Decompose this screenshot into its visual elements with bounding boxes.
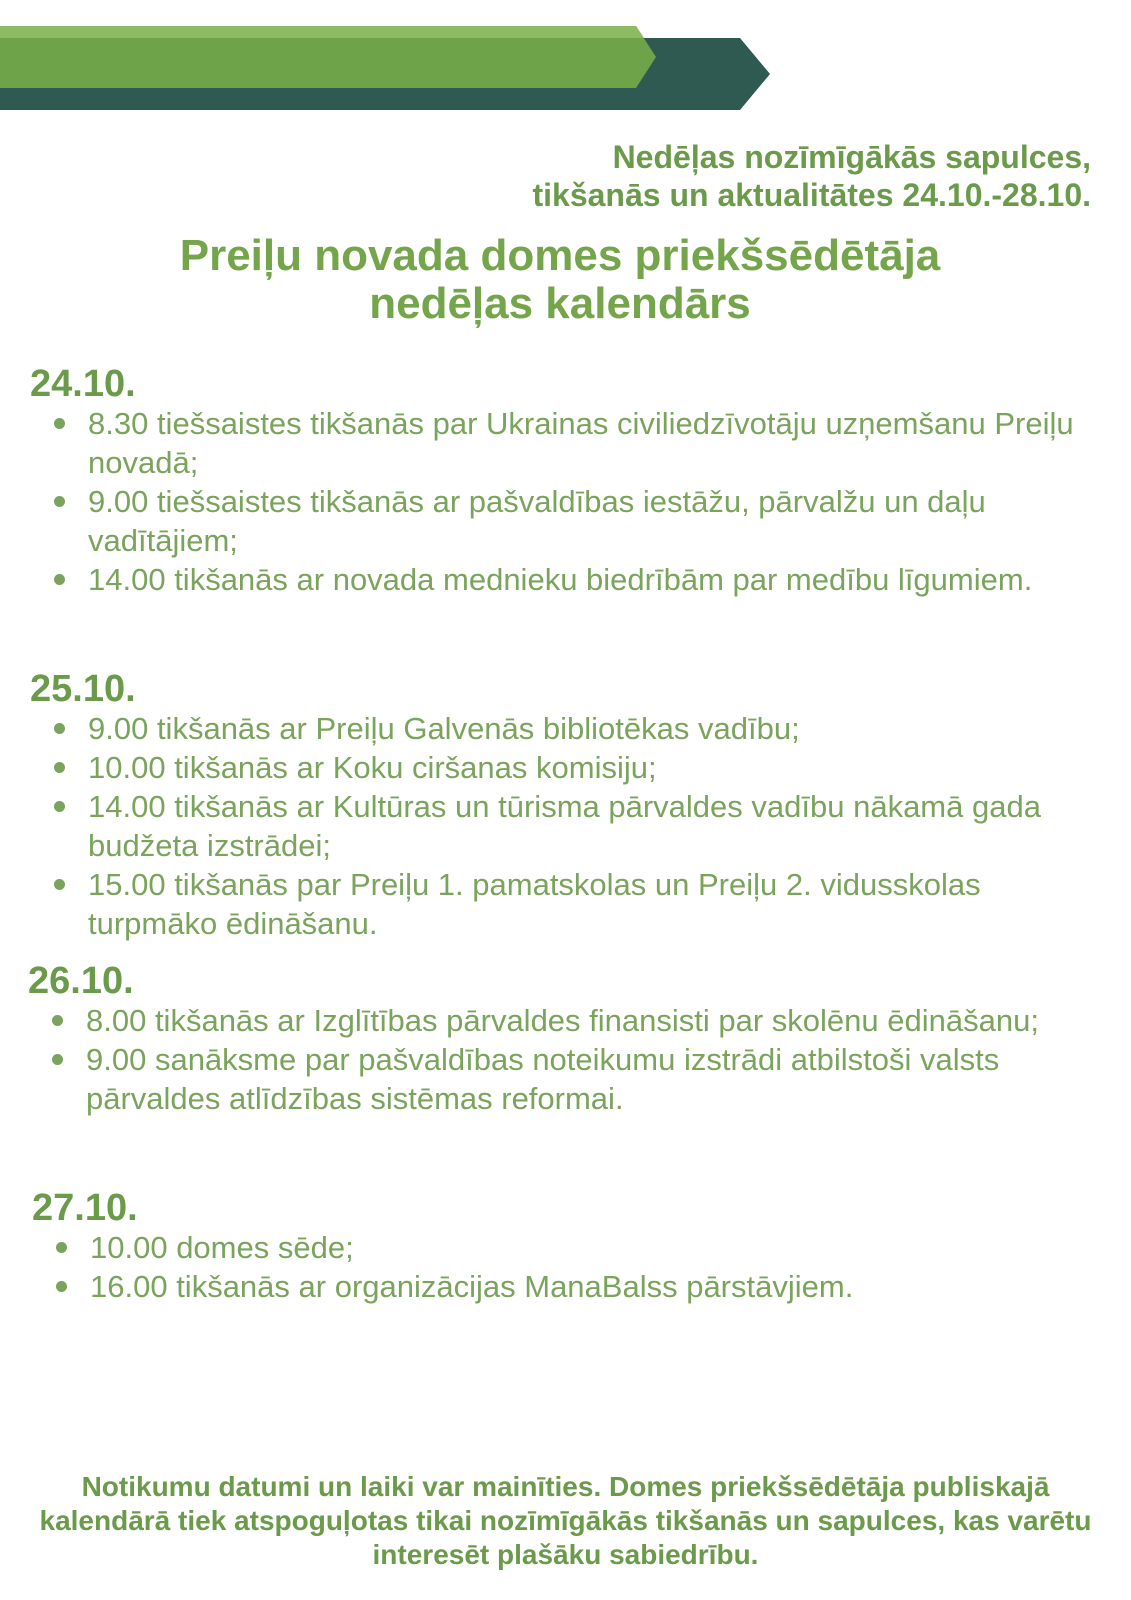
- banner-light-highlight: [0, 26, 644, 38]
- list-item: [30, 404, 1110, 482]
- day-section-25-10: [30, 669, 1110, 943]
- list-item: [30, 560, 1110, 599]
- item-text: 15.00 tikšanās par Preiļu 1. pamatskolas un Preiļu 2. vidusskolas turpmāko ēdināšanu.: [88, 867, 981, 941]
- bullet-icon: [52, 1015, 63, 1026]
- page-title: [60, 232, 1060, 328]
- subtitle-line-2: tikšanās un aktualitātes 24.10.-28.10.: [532, 177, 1091, 213]
- item-text: 14.00 tikšanās ar Kultūras un tūrisma pārvaldes vadību nākamā gada budžeta izstrādei;: [88, 789, 1041, 863]
- bullet-icon: [56, 1281, 67, 1292]
- day-heading: 24.10.: [30, 363, 136, 405]
- day-section-24-10: [30, 364, 1110, 599]
- item-text: 8.30 tiešsaistes tikšanās par Ukrainas civiliedzīvotāju uzņemšanu Preiļu novadā;: [88, 406, 1074, 480]
- list-item: [28, 1040, 1108, 1118]
- day-section-27-10: [32, 1188, 1112, 1306]
- bullet-icon: [54, 496, 65, 507]
- subtitle-line-1: Nedēļas nozīmīgākās sapulces,: [612, 139, 1091, 175]
- list-item: [30, 709, 1110, 748]
- bullet-icon: [52, 1054, 63, 1065]
- list-item: [30, 748, 1110, 787]
- bullet-icon: [54, 574, 65, 585]
- day-items: [28, 1001, 1108, 1118]
- day-items: [30, 709, 1110, 943]
- bullet-icon: [54, 723, 65, 734]
- list-item: [32, 1228, 1112, 1267]
- list-item: [30, 787, 1110, 865]
- item-text: 10.00 tikšanās ar Koku ciršanas komisiju;: [88, 750, 657, 785]
- day-items: [32, 1228, 1112, 1306]
- list-item: [30, 482, 1110, 560]
- item-text: 16.00 tikšanās ar organizācijas ManaBalss pārstāvjiem.: [90, 1269, 854, 1304]
- item-text: 10.00 domes sēde;: [90, 1230, 354, 1265]
- bullet-icon: [54, 879, 65, 890]
- item-text: 8.00 tikšanās ar Izglītības pārvaldes finansisti par skolēnu ēdināšanu;: [86, 1003, 1039, 1038]
- item-text: 9.00 sanāksme par pašvaldības noteikumu izstrādi atbilstoši valsts pārvaldes atlīdzības sistēmas reformai.: [86, 1042, 1000, 1116]
- title-line-2: nedēļas kalendārs: [369, 279, 751, 328]
- list-item: [30, 865, 1110, 943]
- bullet-icon: [54, 801, 65, 812]
- header-banner: [0, 0, 1131, 120]
- bullet-icon: [56, 1242, 67, 1253]
- bullet-icon: [54, 762, 65, 773]
- day-heading: 27.10.: [32, 1187, 138, 1229]
- day-heading: 26.10.: [28, 960, 134, 1002]
- bullet-icon: [54, 418, 65, 429]
- item-text: 9.00 tiešsaistes tikšanās ar pašvaldības iestāžu, pārvalžu un daļu vadītājiem;: [88, 484, 986, 558]
- day-section-26-10: [28, 961, 1108, 1118]
- list-item: [32, 1267, 1112, 1306]
- item-text: 9.00 tikšanās ar Preiļu Galvenās bibliotēkas vadību;: [88, 711, 800, 746]
- footer-note: Notikumu datumi un laiki var mainīties. Domes priekšsēdētāja publiskajā kalendārā tiek atspoguļotas tikai nozīmīgākās tikšanās un sapulces, kas varētu interesēt plašāku sabiedrību.: [39, 1471, 1092, 1570]
- day-heading: 25.10.: [30, 668, 136, 710]
- item-text: 14.00 tikšanās ar novada mednieku biedrībām par medību līgumiem.: [88, 562, 1033, 597]
- title-line-1: Preiļu novada domes priekšsēdētāja: [179, 231, 941, 280]
- list-item: [28, 1001, 1108, 1040]
- week-subtitle: [291, 138, 1091, 214]
- day-items: [30, 404, 1110, 599]
